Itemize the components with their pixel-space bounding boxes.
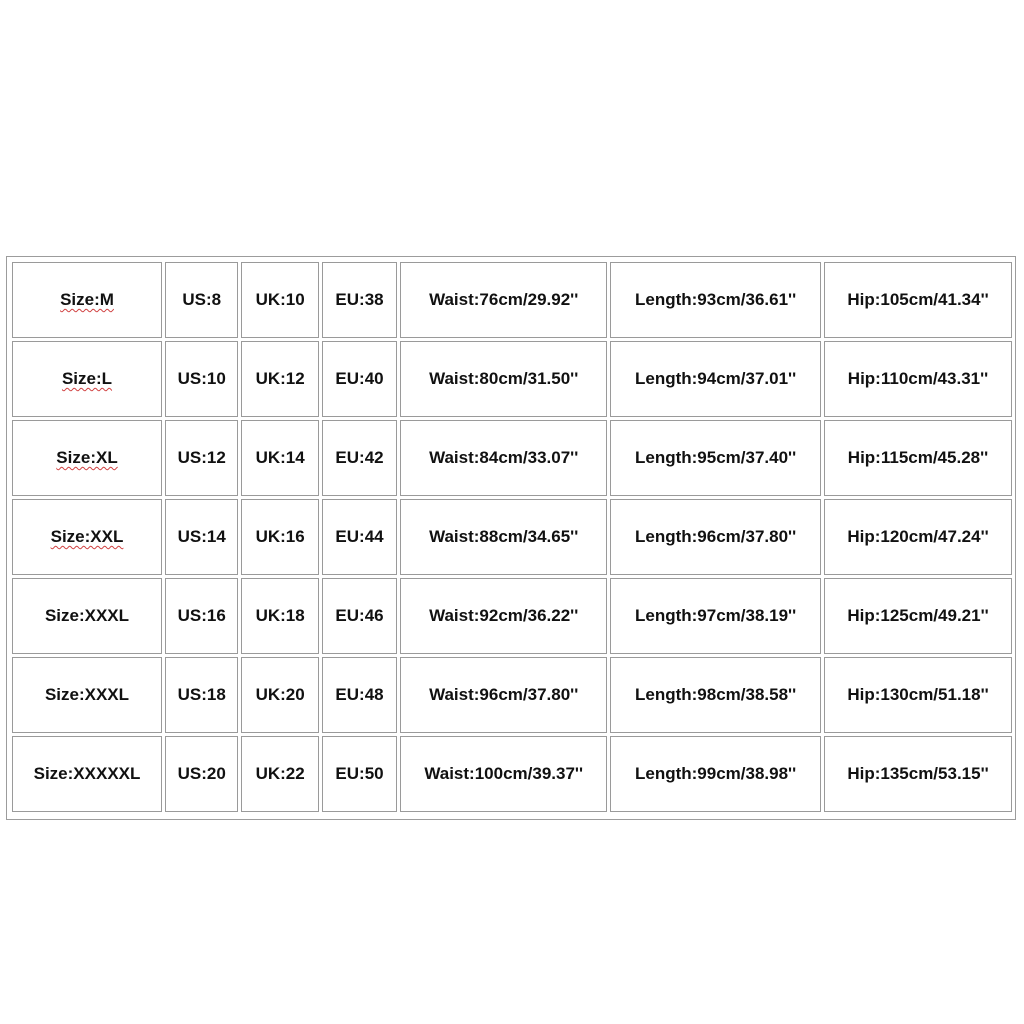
uk-size-cell: UK:14	[241, 420, 318, 496]
size-cell	[12, 499, 162, 575]
size-cell	[12, 262, 162, 338]
eu-size-cell: EU:48	[322, 657, 397, 733]
eu-size-cell: EU:38	[322, 262, 397, 338]
waist-cell: Waist:96cm/37.80''	[400, 657, 607, 733]
size-label: Size:XXL	[50, 527, 124, 546]
eu-size-cell: EU:46	[322, 578, 397, 654]
hip-cell: Hip:105cm/41.34''	[824, 262, 1012, 338]
uk-size-cell: UK:22	[241, 736, 318, 812]
length-cell: Length:99cm/38.98''	[610, 736, 821, 812]
table-row	[12, 736, 1012, 812]
uk-size-cell: UK:12	[241, 341, 318, 417]
hip-cell: Hip:130cm/51.18''	[824, 657, 1012, 733]
table-row	[12, 341, 1012, 417]
length-cell: Length:94cm/37.01''	[610, 341, 821, 417]
size-cell	[12, 578, 162, 654]
eu-size-cell: EU:50	[322, 736, 397, 812]
size-label: Size:L	[61, 369, 113, 388]
table-row	[12, 262, 1012, 338]
table-row	[12, 657, 1012, 733]
uk-size-cell: UK:18	[241, 578, 318, 654]
uk-size-cell: UK:10	[241, 262, 318, 338]
us-size-cell: US:8	[165, 262, 238, 338]
table-row	[12, 578, 1012, 654]
size-label: Size:XXXXXL	[33, 764, 141, 783]
size-cell	[12, 420, 162, 496]
eu-size-cell: EU:40	[322, 341, 397, 417]
us-size-cell: US:20	[165, 736, 238, 812]
us-size-cell: US:12	[165, 420, 238, 496]
eu-size-cell: EU:42	[322, 420, 397, 496]
hip-cell: Hip:115cm/45.28''	[824, 420, 1012, 496]
size-label: Size:XXXL	[44, 685, 130, 704]
length-cell: Length:98cm/38.58''	[610, 657, 821, 733]
size-cell	[12, 341, 162, 417]
hip-cell: Hip:125cm/49.21''	[824, 578, 1012, 654]
waist-cell: Waist:88cm/34.65''	[400, 499, 607, 575]
us-size-cell: US:14	[165, 499, 238, 575]
size-label: Size:XL	[56, 448, 118, 467]
uk-size-cell: UK:16	[241, 499, 318, 575]
length-cell: Length:93cm/36.61''	[610, 262, 821, 338]
table-row	[12, 499, 1012, 575]
waist-cell: Waist:80cm/31.50''	[400, 341, 607, 417]
size-chart	[6, 256, 1016, 820]
size-label: Size:M	[60, 290, 114, 309]
length-cell: Length:95cm/37.40''	[610, 420, 821, 496]
table-row	[12, 420, 1012, 496]
length-cell: Length:96cm/37.80''	[610, 499, 821, 575]
size-chart-table	[9, 259, 1015, 815]
eu-size-cell: EU:44	[322, 499, 397, 575]
uk-size-cell: UK:20	[241, 657, 318, 733]
size-label: Size:XXXL	[44, 606, 130, 625]
us-size-cell: US:18	[165, 657, 238, 733]
hip-cell: Hip:135cm/53.15''	[824, 736, 1012, 812]
waist-cell: Waist:84cm/33.07''	[400, 420, 607, 496]
waist-cell: Waist:92cm/36.22''	[400, 578, 607, 654]
waist-cell: Waist:76cm/29.92''	[400, 262, 607, 338]
us-size-cell: US:16	[165, 578, 238, 654]
length-cell: Length:97cm/38.19''	[610, 578, 821, 654]
us-size-cell: US:10	[165, 341, 238, 417]
hip-cell: Hip:120cm/47.24''	[824, 499, 1012, 575]
hip-cell: Hip:110cm/43.31''	[824, 341, 1012, 417]
size-cell	[12, 657, 162, 733]
size-cell	[12, 736, 162, 812]
waist-cell: Waist:100cm/39.37''	[400, 736, 607, 812]
